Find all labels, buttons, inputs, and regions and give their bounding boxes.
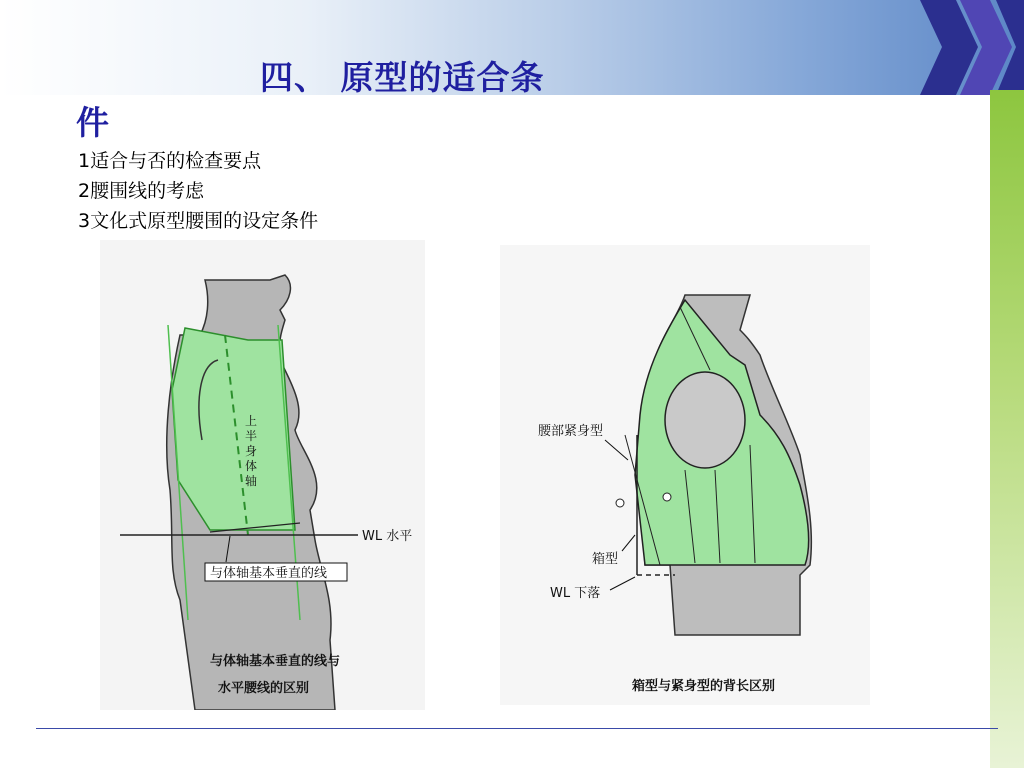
- caption-line: 水平腰线的区别: [218, 681, 310, 696]
- figure-right: [500, 245, 870, 705]
- axis-label: 身: [245, 444, 258, 458]
- wl-label: WL 水平: [362, 529, 413, 544]
- wl-label: WL 下落: [550, 586, 601, 601]
- figure-left: [100, 240, 425, 710]
- box-label: 与体轴基本垂直的线: [210, 566, 328, 581]
- point-item: 1适合与否的检查要点: [78, 150, 262, 172]
- bodice-overlay: [172, 328, 295, 530]
- axis-label: 半: [245, 429, 258, 443]
- tight-label: 腰部紧身型: [538, 424, 604, 439]
- point-item: 2腰围线的考虑: [78, 180, 205, 202]
- axis-label: 轴: [245, 474, 258, 488]
- slide-title-wrap: 件: [76, 103, 109, 142]
- axis-label: 体: [245, 459, 258, 473]
- box-type-label: 箱型: [592, 552, 619, 567]
- chevron-decoration: [900, 0, 1024, 95]
- green-side-strip: [990, 90, 1024, 768]
- reference-dot: [663, 493, 671, 501]
- axis-label: 上: [245, 414, 258, 428]
- reference-dot: [616, 499, 624, 507]
- caption-line: 与体轴基本垂直的线与: [210, 654, 341, 669]
- caption: 箱型与紧身型的背长区别: [632, 679, 776, 694]
- point-item: 3文化式原型腰围的设定条件: [78, 210, 319, 232]
- armhole: [665, 372, 745, 468]
- footer-divider: [36, 728, 998, 729]
- slide-title: 四、 原型的适合条: [260, 58, 545, 97]
